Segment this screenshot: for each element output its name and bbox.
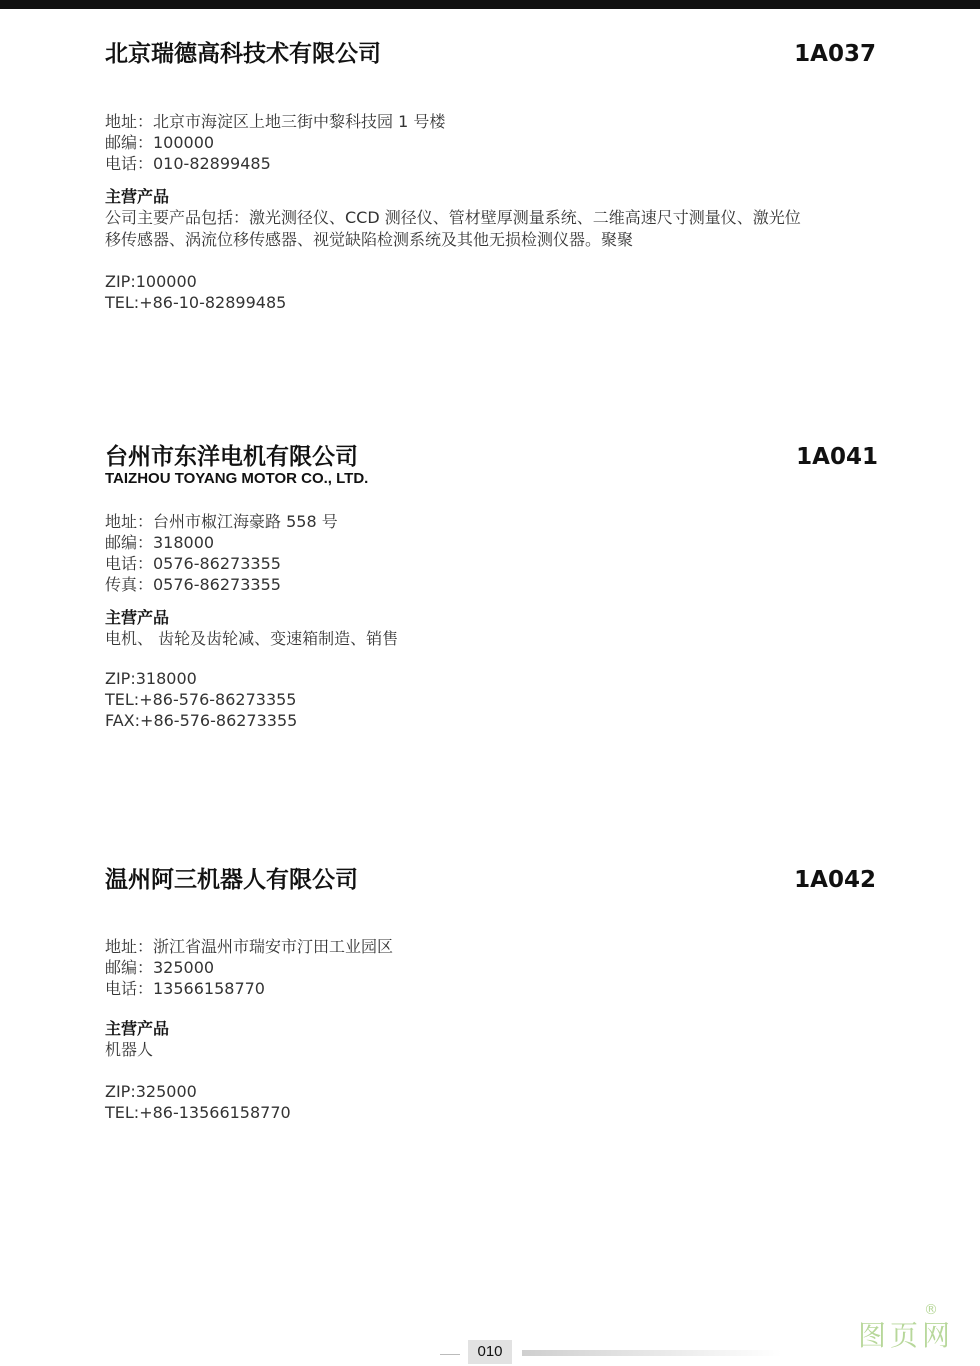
company-name: 温州阿三机器人有限公司 (105, 867, 358, 893)
fax: 传真：0576-86273355 (105, 575, 281, 594)
postcode: 邮编：318000 (105, 533, 215, 552)
company-entry (105, 443, 880, 731)
tel: TEL:+86-576-86273355 (105, 690, 297, 709)
zip: ZIP:100000 (105, 272, 197, 291)
products-title: 主营产品 (105, 187, 170, 206)
fax: FAX:+86-576-86273355 (105, 711, 298, 730)
products-description (105, 1039, 880, 1061)
phone: 电话：0576-86273355 (105, 554, 281, 573)
tel: TEL:+86-10-82899485 (105, 293, 287, 312)
products-description (105, 207, 880, 251)
footer-rule-right (522, 1350, 782, 1356)
page-number: 010 (468, 1340, 512, 1364)
products-description (105, 628, 880, 650)
address: 地址：浙江省温州市瑞安市汀田工业园区 (105, 937, 394, 956)
page-footer (0, 1336, 980, 1366)
contact-info (105, 511, 880, 595)
products-title: 主营产品 (105, 1019, 170, 1038)
phone: 电话：13566158770 (105, 979, 265, 998)
tel: TEL:+86-13566158770 (105, 1103, 291, 1122)
international-contact (105, 271, 880, 313)
footer-rule-left (440, 1354, 460, 1355)
products-line: 电机、 齿轮及齿轮减、变速箱制造、销售 (105, 629, 399, 648)
registered-mark: ® (924, 1302, 938, 1318)
zip: ZIP:318000 (105, 669, 197, 688)
contact-info (105, 111, 880, 174)
watermark-text: 图页网 (858, 1319, 955, 1352)
company-entry (105, 40, 880, 313)
company-name: 北京瑞德高科技术有限公司 (105, 41, 381, 67)
booth-number: 1A042 (794, 867, 876, 893)
postcode: 邮编：325000 (105, 958, 215, 977)
products-line: 机器人 (105, 1040, 154, 1059)
booth-number: 1A041 (796, 444, 878, 470)
contact-info (105, 936, 880, 999)
top-rule (0, 0, 980, 9)
products-title: 主营产品 (105, 608, 170, 627)
phone: 电话：010-82899485 (105, 154, 271, 173)
international-contact (105, 1081, 880, 1123)
booth-number: 1A037 (794, 41, 876, 67)
company-name: 台州市东洋电机有限公司 (105, 444, 358, 470)
company-name-en: TAIZHOU TOYANG MOTOR CO., LTD. (105, 470, 369, 487)
international-contact (105, 668, 880, 731)
postcode: 邮编：100000 (105, 133, 215, 152)
products-line: 公司主要产品包括：激光测径仪、CCD 测径仪、管材壁厚测量系统、二维高速尺寸测量仪、激光位 (105, 208, 801, 227)
zip: ZIP:325000 (105, 1082, 197, 1101)
products-line: 移传感器、涡流位移传感器、视觉缺陷检测系统及其他无损检测仪器。聚聚 (105, 230, 634, 249)
address: 地址：台州市椒江海豪路 558 号 (105, 512, 338, 531)
address: 地址：北京市海淀区上地三街中黎科技园 1 号楼 (105, 112, 446, 131)
company-entry (105, 866, 880, 1123)
